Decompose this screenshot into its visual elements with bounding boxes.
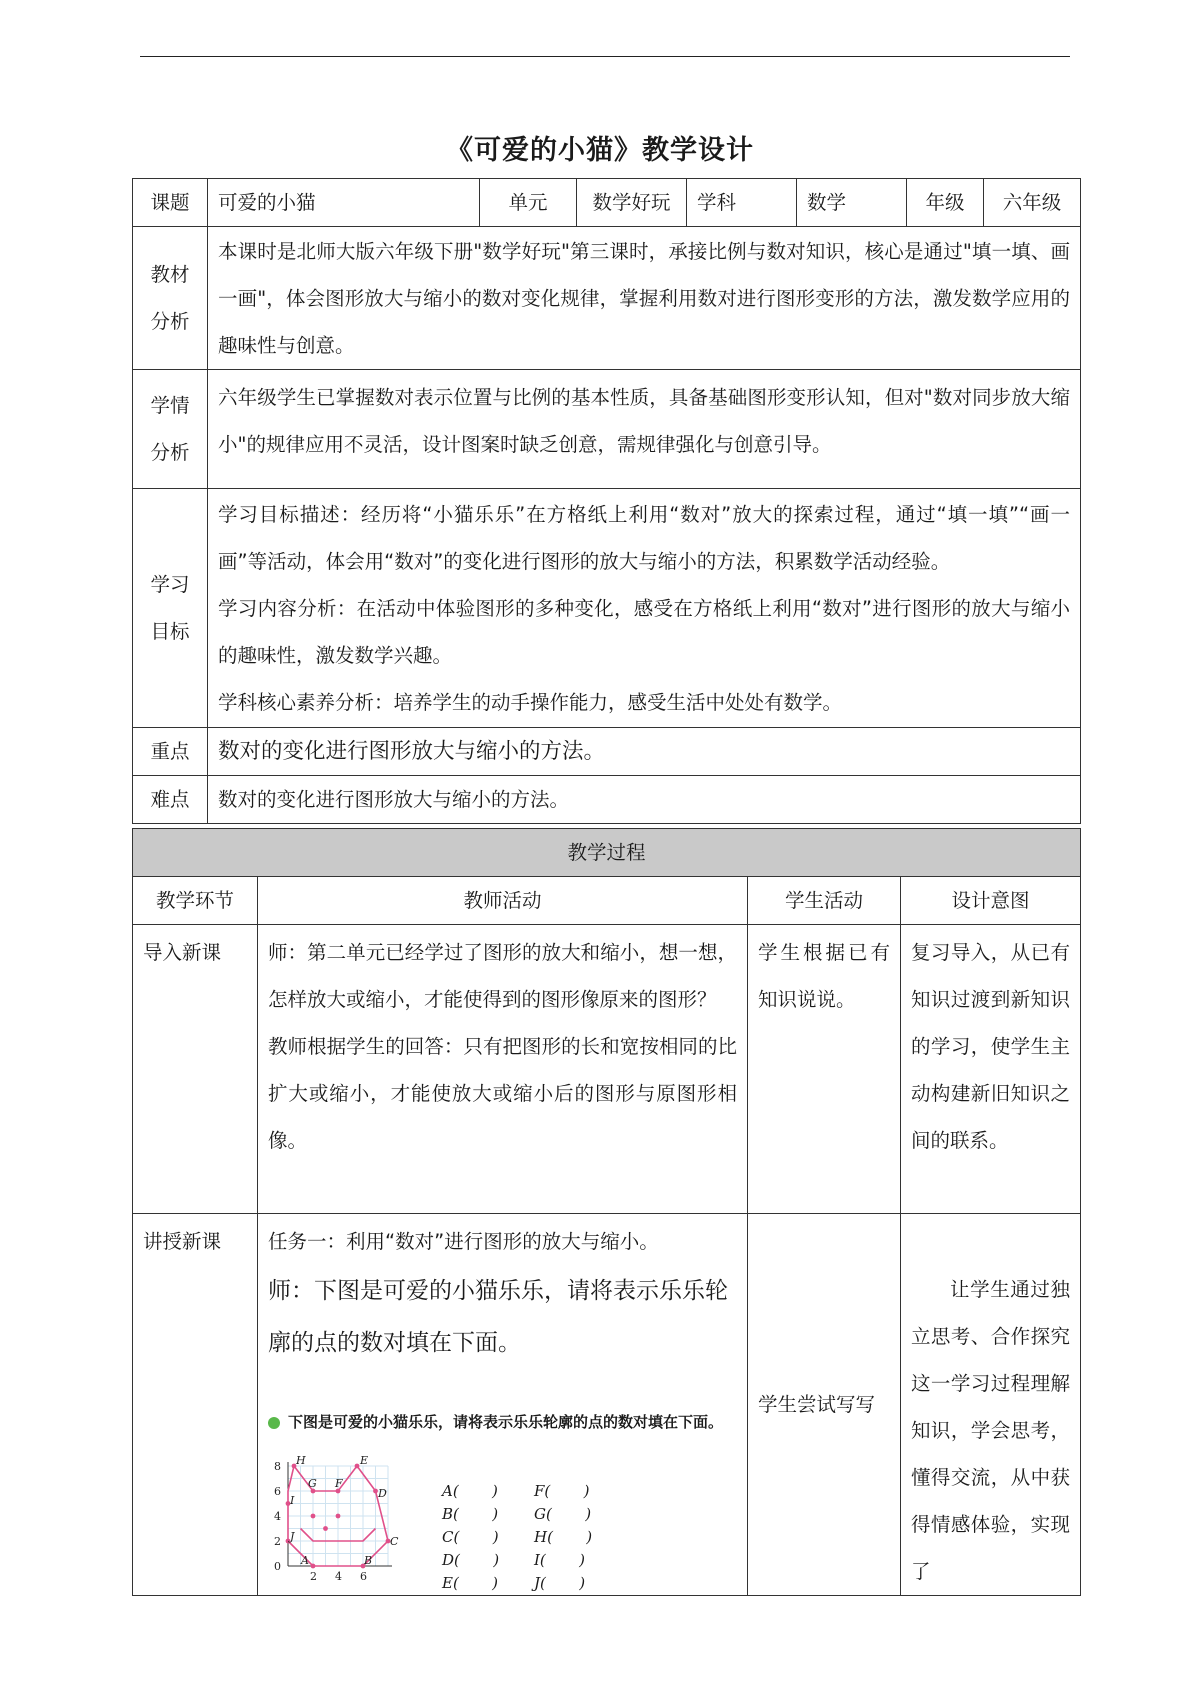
learner-text: 六年级学生已掌握数对表示位置与比例的基本性质，具备基础图形变形认知，但对"数对同步放大缩小"的规律应用不灵活，设计图案时缺乏创意，需规律强化与创意引导。	[208, 370, 1081, 489]
goal-label-line2: 目标	[150, 620, 190, 643]
pair-A: A( )	[442, 1482, 498, 1500]
material-label	[133, 227, 208, 370]
unit-label: 单元	[480, 179, 577, 227]
learner-label-line2: 分析	[150, 441, 190, 464]
point-E: E	[360, 1454, 369, 1467]
goal-cell	[208, 489, 1081, 728]
y-tick-4: 4	[274, 1510, 281, 1523]
pair-I: I( )	[534, 1551, 586, 1569]
teacher-intro-answer: 教师根据学生的回答：只有把图形的长和宽按相同的比扩大或缩小，才能使放大或缩小后的图形与原图形相像。	[268, 1035, 737, 1152]
pair-D: D( )	[442, 1551, 500, 1569]
pair-J: J( )	[534, 1574, 586, 1592]
y-tick-6: 6	[274, 1485, 281, 1498]
intent-new: 让学生通过独立思考、合作探究这一学习过程理解知识，学会思考，懂得交流，从中获得情感体验，实现了	[901, 1214, 1081, 1596]
difficulty-text: 数对的变化进行图形放大与缩小的方法。	[208, 776, 1081, 824]
key-point-label: 重点	[133, 728, 208, 776]
topic-value: 可爱的小猫	[208, 179, 480, 227]
goal-content-analysis: 学习内容分析：在活动中体验图形的多种变化，感受在方格纸上利用“数对”进行图形的放大与缩小的趣味性，激发数学兴趣。	[218, 596, 1070, 667]
pair-C: C( )	[442, 1528, 499, 1546]
x-tick-6: 6	[360, 1570, 367, 1583]
subject-label: 学科	[687, 179, 797, 227]
point-B: B	[364, 1554, 373, 1567]
y-tick-2: 2	[274, 1535, 281, 1548]
x-tick-4: 4	[335, 1570, 342, 1583]
bullet-dot-icon	[268, 1417, 280, 1429]
teacher-intro-question: 师：第二单元已经学过了图形的放大和缩小，想一想，怎样放大或缩小，才能使得到的图形像原来的图形？	[268, 941, 737, 1011]
point-D: D	[378, 1487, 387, 1500]
material-label-line2: 分析	[150, 310, 190, 333]
grade-label: 年级	[907, 179, 984, 227]
key-point-text: 数对的变化进行图形放大与缩小的方法。	[208, 728, 1081, 776]
document-title: 《可爱的小猫》教学设计	[446, 135, 754, 166]
y-tick-0: 0	[274, 1560, 281, 1573]
point-I: I	[290, 1494, 295, 1507]
material-text: 本课时是北师大版六年级下册"数学好玩"第三课时，承接比例与数对知识，核心是通过"填一填、画一画"，体会图形放大与缩小的数对变化规律，掌握利用数对进行图形变形的方法，激发数学应用的趣味性与创意。	[208, 227, 1081, 370]
student-new: 学生尝试写写	[748, 1214, 901, 1596]
figure-caption: 下图是可爱的小猫乐乐，请将表示乐乐轮廓的点的数对填在下面。	[288, 1413, 724, 1431]
point-C: C	[390, 1535, 399, 1548]
goal-label-line1: 学习	[150, 573, 190, 596]
intent-intro: 复习导入，从已有知识过渡到新知识的学习，使学生主动构建新旧知识之间的联系。	[901, 925, 1081, 1214]
unit-value: 数学好玩	[577, 179, 687, 227]
pair-E: E( )	[442, 1574, 499, 1592]
process-header: 教学过程	[133, 829, 1081, 877]
point-J: J	[290, 1530, 295, 1543]
learner-label-line1: 学情	[150, 394, 190, 417]
difficulty-label: 难点	[133, 776, 208, 824]
col-teacher: 教师活动	[258, 877, 748, 925]
col-intent: 设计意图	[901, 877, 1081, 925]
figure-caption-row	[268, 1399, 737, 1446]
teacher-new	[258, 1214, 748, 1596]
teacher-intro	[258, 925, 748, 1214]
subject-value: 数学	[797, 179, 907, 227]
goal-description: 学习目标描述：经历将“小猫乐乐”在方格纸上利用“数对”放大的探索过程，通过“填一填”“画一画”等活动，体会用“数对”的变化进行图形的放大与缩小的方法，积累数学活动经验。	[218, 502, 1070, 573]
pair-G: G( )	[534, 1505, 592, 1523]
figure-area	[268, 1454, 737, 1595]
coordinate-blanks	[442, 1480, 614, 1595]
teacher-prompt: 师：下图是可爱的小猫乐乐，请将表示乐乐轮廓的点的数对填在下面。	[268, 1278, 728, 1356]
learner-label	[133, 370, 208, 489]
x-tick-2: 2	[310, 1570, 317, 1583]
grade-value: 六年级	[984, 179, 1081, 227]
student-intro: 学生根据已有知识说说。	[748, 925, 901, 1214]
point-H: H	[296, 1454, 306, 1467]
point-F: F	[335, 1477, 343, 1490]
y-tick-8: 8	[274, 1460, 281, 1473]
stage-new: 讲授新课	[133, 1214, 258, 1596]
stage-intro: 导入新课	[133, 925, 258, 1214]
process-table	[132, 828, 1081, 1596]
goal-label	[133, 489, 208, 728]
pair-H: H( )	[534, 1528, 593, 1546]
pair-B: B( )	[442, 1505, 499, 1523]
point-G: G	[308, 1477, 317, 1490]
topic-label: 课题	[133, 179, 208, 227]
cat-grid-figure	[268, 1454, 418, 1584]
point-A: A	[301, 1554, 309, 1567]
teacher-task: 任务一：利用“数对”进行图形的放大与缩小。	[268, 1230, 659, 1253]
col-student: 学生活动	[748, 877, 901, 925]
material-label-line1: 教材	[150, 263, 190, 286]
header-rule	[140, 56, 1070, 57]
info-table	[132, 178, 1081, 824]
goal-core-literacy: 学科核心素养分析：培养学生的动手操作能力，感受生活中处处有数学。	[218, 690, 843, 714]
col-stage: 教学环节	[133, 877, 258, 925]
pair-F: F( )	[534, 1482, 590, 1500]
